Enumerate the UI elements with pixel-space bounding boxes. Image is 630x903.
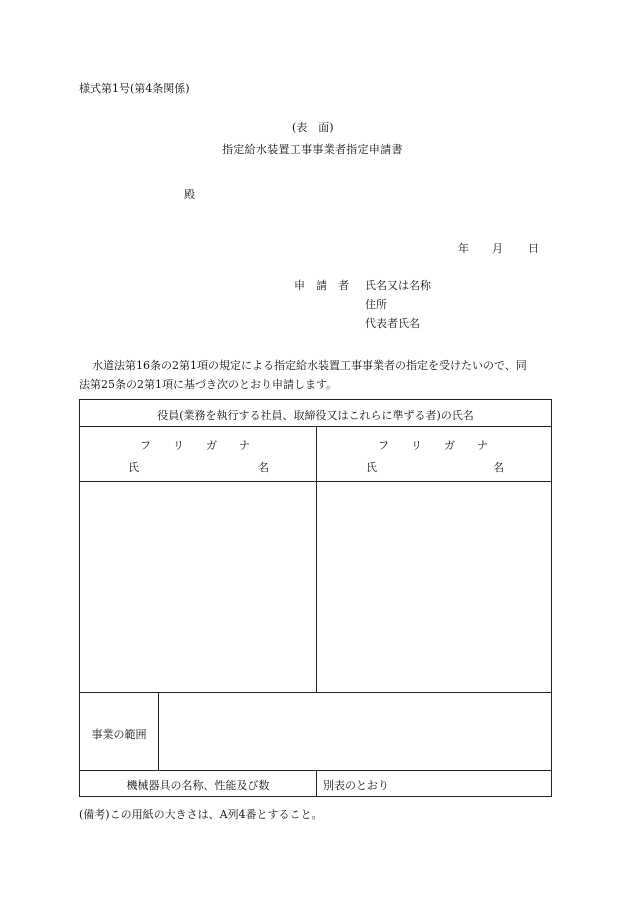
left-furigana-label: フ リ ガ ナ bbox=[140, 439, 250, 452]
left-officer-name-area[interactable] bbox=[80, 482, 316, 692]
document-title: 指定給水装置工事事業者指定申請書 bbox=[222, 143, 403, 156]
left-shi-label: 氏 bbox=[128, 461, 139, 474]
table-column-divider bbox=[316, 770, 317, 797]
business-scope-field[interactable] bbox=[159, 693, 551, 770]
right-shi-label: 氏 bbox=[366, 461, 377, 474]
equipment-value: 別表のとおり bbox=[323, 779, 389, 792]
business-scope-label: 事業の範囲 bbox=[91, 728, 147, 741]
right-officer-name-area[interactable] bbox=[317, 482, 551, 692]
body-text-line1: 水道法第16条の2第1項の規定による指定給水装置工事事業者の指定を受けたいので、同 bbox=[92, 359, 527, 372]
application-table bbox=[79, 399, 552, 797]
footnote: (備考)この用紙の大きさは、A列4番とすること。 bbox=[79, 808, 323, 821]
applicant-name-label: 氏名又は名称 bbox=[365, 279, 431, 292]
applicant-label: 申 請 者 bbox=[294, 279, 349, 292]
applicant-address-label: 住所 bbox=[365, 298, 387, 311]
date-month-label: 月 bbox=[492, 242, 503, 255]
form-number: 様式第1号(第4条関係) bbox=[79, 82, 190, 95]
equipment-label: 機械器具の名称、性能及び数 bbox=[126, 779, 270, 792]
body-text-line2: 法第25条の2第1項に基づき次のとおり申請します。 bbox=[79, 378, 338, 391]
date-day-label: 日 bbox=[528, 242, 539, 255]
addressee-suffix: 殿 bbox=[184, 188, 195, 201]
officers-header: 役員(業務を執行する社員、取締役又はこれらに準ずる者)の氏名 bbox=[157, 409, 474, 422]
date-year-label: 年 bbox=[458, 242, 469, 255]
side-label: (表 面) bbox=[292, 121, 334, 134]
applicant-representative-label: 代表者氏名 bbox=[365, 317, 420, 330]
right-mei-label: 名 bbox=[493, 461, 504, 474]
right-furigana-label: フ リ ガ ナ bbox=[378, 439, 488, 452]
left-mei-label: 名 bbox=[258, 461, 269, 474]
